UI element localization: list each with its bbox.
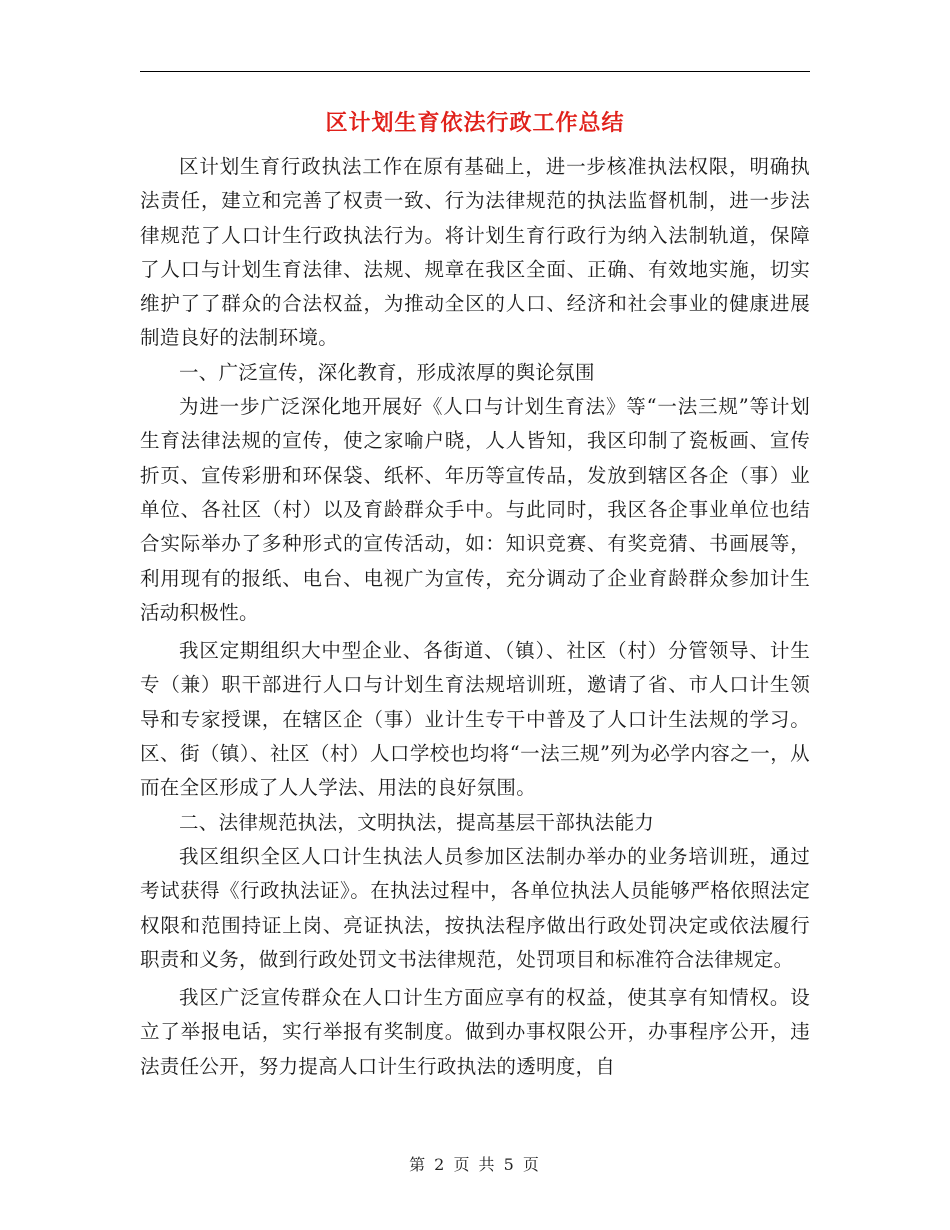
body-paragraph: 我区广泛宣传群众在人口计生方面应享有的权益，使其享有知情权。设立了举报电话，实行举报有奖制度。做到办事权限公开，办事程序公开，违法责任公开，努力提高人口计生行政执法的透明度，自: [140, 986, 810, 1078]
header-rule: [140, 71, 810, 72]
document-title: 区计划生育依法行政工作总结: [325, 111, 625, 136]
intro-paragraph: 区计划生育行政执法工作在原有基础上，进一步核准执法权限，明确执法责任，建立和完善了权责一致、行为法律规范的执法监督机制，进一步法律规范了人口计生行政执法行为。将计划生育行政行为纳入法制轨道，保障了人口与计划生育法律、法规、规章在我区全面、正确、有效地实施，切实维护了了群众的合法权益，为推动全区的人口、经济和社会事业的健康进展制造良好的法制环境。: [140, 155, 810, 350]
body-paragraph: 我区定期组织大中型企业、各街道、（镇）、社区（村）分管领导、计生专（兼）职干部进行人口与计划生育法规培训班，邀请了省、市人口计生领导和专家授课，在辖区企（事）业计生专干中普及了人口计生法规的学习。区、街（镇）、社区（村）人口学校也均将“一法三规”列为必学内容之一，从而在全区形成了人人学法、用法的良好氛围。: [140, 639, 810, 800]
document-body: [140, 150, 810, 1084]
page-number: 第 2 页 共 5 页: [409, 1155, 541, 1174]
body-paragraph: 为进一步广泛深化地开展好《人口与计划生育法》等“一法三规”等计划生育法律法规的宣传，使之家喻户晓，人人皆知，我区印制了瓷板画、宣传折页、宣传彩册和环保袋、纸杯、年历等宣传品，发放到辖区各企（事）业单位、各社区（村）以及育龄群众手中。与此同时，我区各企事业单位也结合实际举办了多种形式的宣传活动，如：知识竞赛、有奖竞猜、书画展等，利用现有的报纸、电台、电视广为宣传，充分调动了企业育龄群众参加计生活动积极性。: [140, 395, 810, 624]
section-heading-1: 一、广泛宣传，深化教育，形成浓厚的舆论氛围: [179, 360, 595, 384]
body-paragraph: 我区组织全区人口计生执法人员参加区法制办举办的业务培训班，通过考试获得《行政执法证》。在执法过程中，各单位执法人员能够严格依照法定权限和范围持证上岗、亮证执法，按执法程序做出行政处罚决定或依法履行职责和义务，做到行政处罚文书法律规范，处罚项目和标准符合法律规定。: [140, 844, 810, 971]
section-heading-2: 二、法律规范执法，文明执法，提高基层干部执法能力: [179, 810, 655, 834]
